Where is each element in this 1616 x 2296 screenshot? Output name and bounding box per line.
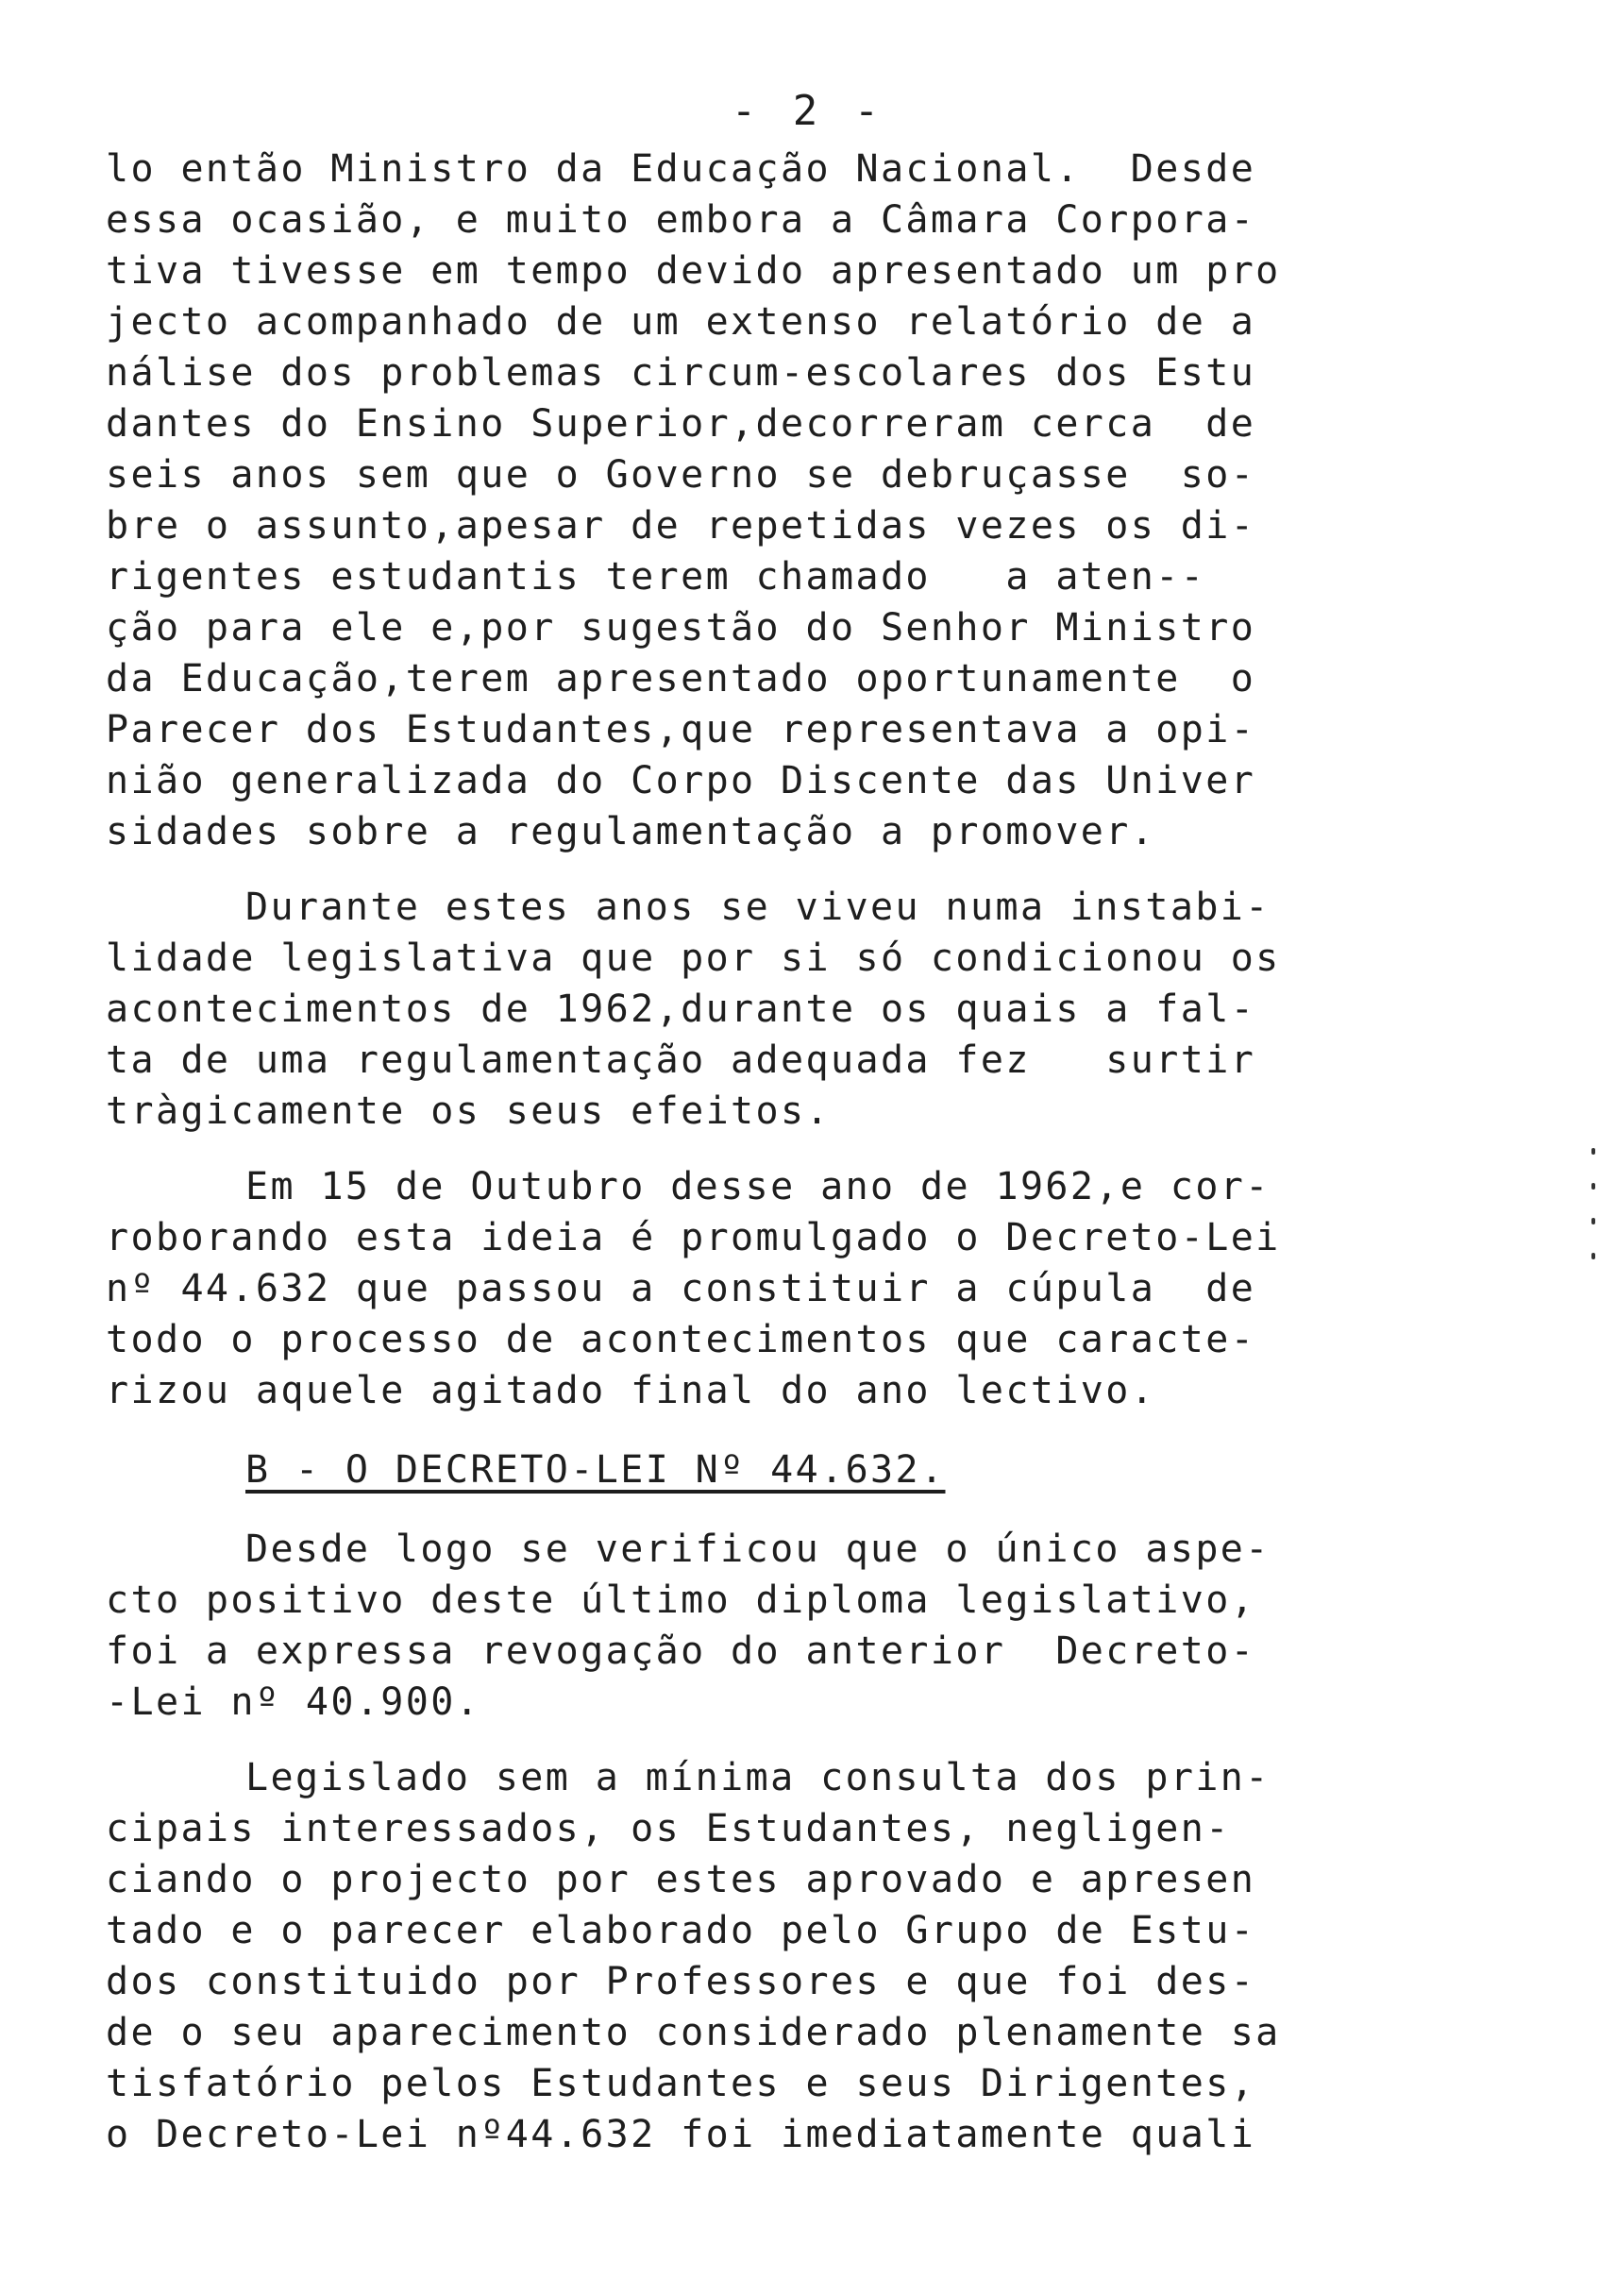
margin-ink-marks [1591,1148,1597,1318]
text-line: todo o processo de acontecimentos que caracte- [106,1318,1256,1361]
paragraph-gap [106,857,1408,882]
text-line: foi a expressa revogação do anterior Decreto- [106,1629,1256,1673]
paragraph-1 [106,144,1408,857]
text-line: nião generalizada do Corpo Discente das Univer [106,759,1256,802]
text-line: tràgicamente os seus efeitos. [106,1089,831,1133]
paragraph-gap [106,1416,1408,1441]
paragraph-4 [106,1524,1408,1728]
text-line: essa ocasião, e muito embora a Câmara Corpora- [106,198,1256,242]
text-line: cto positivo deste último diploma legislativo, [106,1578,1256,1622]
ink-speck [1591,1218,1595,1224]
text-line: dos constituido por Professores e que foi des- [106,1960,1256,2003]
text-line: da Educação,terem apresentado oportunamente o [106,657,1256,701]
paragraph-3 [106,1161,1408,1416]
text-line: -Lei nº 40.900. [106,1680,481,1724]
text-line: Parecer dos Estudantes,que representava a opi- [106,708,1256,751]
paragraph-gap [106,1728,1408,1752]
text-line: tiva tivesse em tempo devido apresentado um pro [106,249,1281,293]
text-line: nálise dos problemas circum-escolares dos Estu [106,351,1256,395]
text-line: sidades sobre a regulamentação a promover. [106,810,1156,853]
paragraph-5 [106,1752,1408,2160]
text-line: Durante estes anos se viveu numa instabi- [245,886,1271,929]
paragraph-gap [106,1137,1408,1161]
text-line: nº 44.632 que passou a constituir a cúpula de [106,1267,1256,1310]
ink-speck [1591,1148,1595,1155]
text-line: seis anos sem que o Governo se debruçasse so- [106,453,1256,497]
text-line: dantes do Ensino Superior,decorreram cerca de [106,402,1256,446]
text-line: Legislado sem a mínima consulta dos prin- [245,1756,1271,1799]
text-line: acontecimentos de 1962,durante os quais a fal- [106,988,1256,1031]
text-line: lidade legislativa que por si só condicionou os [106,937,1281,980]
text-line: o Decreto-Lei nº44.632 foi imediatamente quali [106,2113,1256,2156]
page-number: - 2 - [731,87,885,135]
text-line: ciando o projecto por estes aprovado e apresen [106,1858,1256,1901]
text-line: rigentes estudantis terem chamado a aten-- [106,555,1206,599]
text-line: Desde logo se verificou que o único aspe- [245,1528,1271,1571]
text-line: roborando esta ideia é promulgado o Decreto-Lei [106,1216,1281,1259]
section-heading: B - O DECRETO-LEI Nº 44.632. [245,1448,946,1492]
text-line: lo então Ministro da Educação Nacional. Desde [106,147,1256,191]
text-line: de o seu aparecimento considerado plenamente sa [106,2011,1281,2054]
paragraph-2 [106,882,1408,1137]
text-line: jecto acompanhado de um extenso relatório de a [106,300,1256,344]
document-body [106,144,1408,2160]
text-line: Em 15 de Outubro desse ano de 1962,e cor- [245,1165,1271,1208]
ink-speck [1591,1183,1595,1190]
ink-speck [1591,1253,1595,1259]
text-line: ta de uma regulamentação adequada fez surtir [106,1038,1256,1082]
paragraph-gap [106,1499,1408,1524]
text-line: ção para ele e,por sugestão do Senhor Ministro [106,606,1256,650]
text-line: bre o assunto,apesar de repetidas vezes os di- [106,504,1256,548]
text-line: cipais interessados, os Estudantes, negligen- [106,1807,1231,1850]
text-line: rizou aquele agitado final do ano lectivo. [106,1369,1156,1412]
text-line: tado e o parecer elaborado pelo Grupo de Estu- [106,1909,1256,1952]
text-line: tisfatório pelos Estudantes e seus Dirigentes, [106,2062,1256,2105]
